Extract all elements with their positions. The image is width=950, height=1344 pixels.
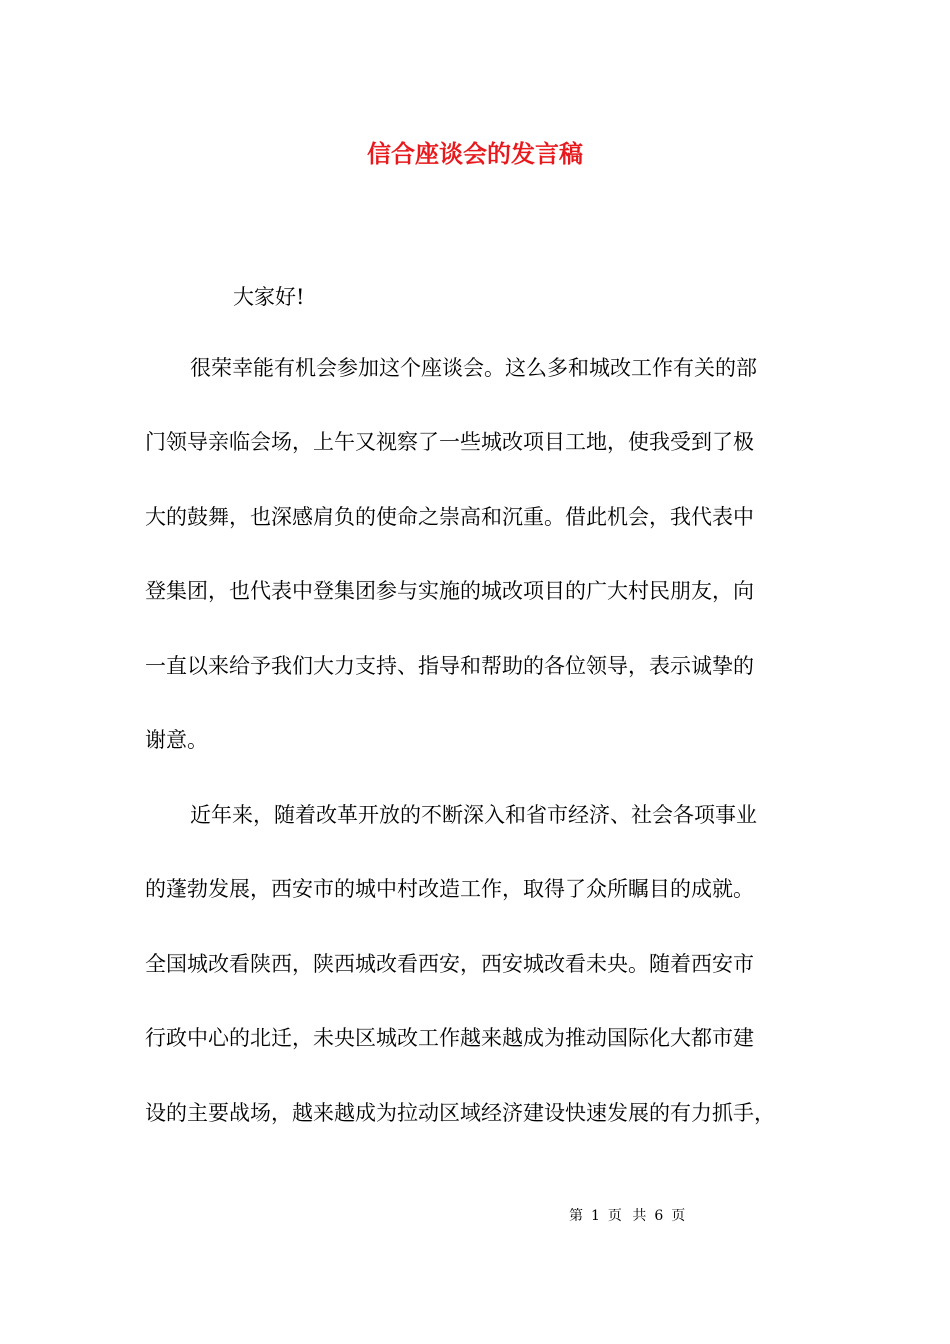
paragraph-1-line-5: 一直以来给予我们大力支持、指导和帮助的各位领导，表示诚挚的 (145, 654, 754, 678)
paragraph-1-line-3: 大的鼓舞，也深感肩负的使命之崇高和沉重。借此机会，我代表中 (145, 505, 754, 529)
page-footer (565, 1206, 689, 1226)
document-title: 信合座谈会的发言稿 (367, 140, 583, 168)
footer-suffix: 页 (671, 1208, 686, 1224)
greeting-line: 大家好! (233, 285, 305, 309)
paragraph-2-line-5: 设的主要战场，越来越成为拉动区域经济建设快速发展的有力抓手， (145, 1101, 775, 1125)
paragraph-1-line-2: 门领导亲临会场，上午又视察了一些城改项目工地，使我受到了极 (145, 430, 754, 454)
paragraph-2-line-4: 行政中心的北迁，未央区城改工作越来越成为推动国际化大都市建 (145, 1026, 754, 1050)
paragraph-1-line-1: 很荣幸能有机会参加这个座谈会。这么多和城改工作有关的部 (190, 356, 757, 380)
paragraph-1-line-4: 登集团，也代表中登集团参与实施的城改项目的广大村民朋友，向 (145, 579, 754, 603)
footer-page-number: 1 (591, 1208, 600, 1224)
footer-mid: 页 共 (607, 1208, 647, 1224)
footer-prefix: 第 (569, 1208, 583, 1224)
paragraph-2-line-3: 全国城改看陕西，陕西城改看西安，西安城改看未央。随着西安市 (145, 952, 754, 976)
footer-total-pages: 6 (654, 1208, 664, 1224)
paragraph-2-line-2: 的蓬勃发展，西安市的城中村改造工作，取得了众所瞩目的成就。 (145, 877, 754, 901)
paragraph-2-line-1: 近年来，随着改革开放的不断深入和省市经济、社会各项事业 (190, 803, 757, 827)
paragraph-1-line-6: 谢意。 (145, 728, 208, 752)
